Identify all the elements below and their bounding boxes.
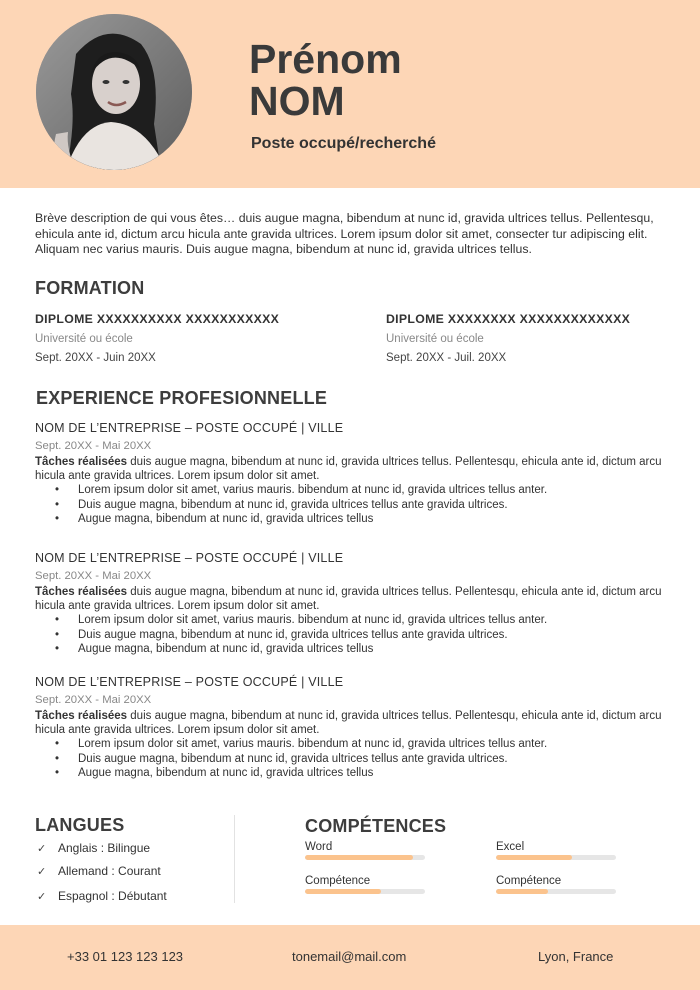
list-item <box>55 613 675 628</box>
task-label: Tâches réalisées <box>35 710 128 722</box>
check-icon: ✓ <box>37 866 47 878</box>
language-item <box>37 841 150 855</box>
list-item <box>55 766 675 781</box>
language-label: Espagnol : Débutant <box>58 889 167 903</box>
formation-dates: Sept. 20XX - Juin 20XX <box>35 352 156 364</box>
bullet-dot: • <box>55 498 60 511</box>
bullet-dot: • <box>55 643 60 655</box>
list-item-text: Duis augue magna, bibendum at nunc id, gravida ultrices tellus ante gravida ultrices. <box>78 628 508 641</box>
list-item <box>55 737 675 752</box>
skill-item <box>496 875 616 894</box>
experience-heading: NOM DE L’ENTREPRISE – POSTE OCCUPÉ | VILLE <box>35 675 344 689</box>
langues-title: LANGUES <box>35 815 125 835</box>
list-item <box>55 642 675 657</box>
skill-item <box>305 841 425 860</box>
skill-bar-fill <box>305 889 381 894</box>
experience-dates: Sept. 20XX - Mai 20XX <box>35 440 152 452</box>
last-name: NOM <box>249 78 345 124</box>
list-item <box>55 512 675 527</box>
bullet-dot: • <box>55 752 60 765</box>
job-title: Poste occupé/recherché <box>251 135 436 152</box>
task-label: Tâches réalisées <box>35 456 128 468</box>
list-item <box>55 498 675 513</box>
skill-bar <box>305 889 425 894</box>
first-name: Prénom <box>249 36 402 82</box>
task-list <box>55 483 675 527</box>
list-item <box>55 752 675 767</box>
list-item-text: Augue magna, bibendum at nunc id, gravida ultrices tellus <box>78 767 374 779</box>
skill-item <box>496 841 616 860</box>
profile-photo <box>36 14 192 170</box>
list-item-text: Lorem ipsum dolor sit amet, varius mauris. bibendum at nunc id, gravida ultrices tellus anter. <box>78 614 548 626</box>
skill-item <box>305 875 425 894</box>
formation-item <box>35 312 345 364</box>
list-item-text: Lorem ipsum dolor sit amet, varius mauris. bibendum at nunc id, gravida ultrices tellus anter. <box>78 738 548 750</box>
footer-banner <box>0 925 700 990</box>
formation-item <box>386 312 696 364</box>
list-item <box>55 628 675 643</box>
list-item-text: Duis augue magna, bibendum at nunc id, gravida ultrices tellus ante gravida ultrices. <box>78 498 508 511</box>
list-item-text: Lorem ipsum dolor sit amet, varius mauris. bibendum at nunc id, gravida ultrices tellus anter. <box>78 484 548 496</box>
language-item <box>37 864 161 878</box>
bullet-dot: • <box>55 628 60 641</box>
location: Lyon, France <box>538 949 614 964</box>
skill-label: Word <box>305 841 333 853</box>
task-list <box>55 737 675 781</box>
phone-number: +33 01 123 123 123 <box>67 949 184 964</box>
experience-title: EXPERIENCE PROFESIONNELLE <box>36 388 328 408</box>
experience-description <box>35 710 675 737</box>
experience-description <box>35 586 675 613</box>
diplome-title: DIPLOME XXXXXXXXXX XXXXXXXXXXX <box>35 312 280 326</box>
language-label: Anglais : Bilingue <box>58 841 151 855</box>
competences-title: COMPÉTENCES <box>305 816 447 836</box>
task-list <box>55 613 675 657</box>
language-label: Allemand : Courant <box>58 864 161 878</box>
check-icon: ✓ <box>37 843 47 855</box>
formation-dates: Sept. 20XX - Juil. 20XX <box>386 352 507 364</box>
experience-item <box>35 675 675 781</box>
list-item <box>55 483 675 498</box>
experience-description <box>35 456 675 483</box>
language-item <box>37 889 167 903</box>
bullet-dot: • <box>55 767 60 779</box>
skill-bar-fill <box>496 889 548 894</box>
check-icon: ✓ <box>37 891 47 903</box>
experience-item <box>35 551 675 657</box>
task-text: duis augue magna, bibendum at nunc id, gravida ultrices tellus. Pellentesqu, ehicula ante id, dictum arcu hicula ante gravida ultrices. Lorem ipsum dolor sit amet. <box>35 710 662 736</box>
diplome-title: DIPLOME XXXXXXXX XXXXXXXXXXXXX <box>386 312 631 326</box>
email-address: tonemail@mail.com <box>292 949 407 964</box>
experience-heading: NOM DE L’ENTREPRISE – POSTE OCCUPÉ | VILLE <box>35 551 344 565</box>
bullet-dot: • <box>55 513 60 525</box>
school-name: Université ou école <box>386 333 484 345</box>
school-name: Université ou école <box>35 333 133 345</box>
task-text: duis augue magna, bibendum at nunc id, gravida ultrices tellus. Pellentesqu, ehicula ante id, dictum arcu hicula ante gravida ultrices. Lorem ipsum dolor sit amet. <box>35 456 662 482</box>
skill-label: Compétence <box>496 875 562 887</box>
experience-dates: Sept. 20XX - Mai 20XX <box>35 694 152 706</box>
skill-bar-fill <box>496 855 572 860</box>
section-divider <box>234 815 235 903</box>
experience-heading: NOM DE L’ENTREPRISE – POSTE OCCUPÉ | VILLE <box>35 421 344 435</box>
bullet-dot: • <box>55 738 60 750</box>
skill-label: Compétence <box>305 875 371 887</box>
list-item-text: Augue magna, bibendum at nunc id, gravida ultrices tellus <box>78 513 374 525</box>
experience-dates: Sept. 20XX - Mai 20XX <box>35 570 152 582</box>
task-label: Tâches réalisées <box>35 586 128 598</box>
list-item-text: Duis augue magna, bibendum at nunc id, gravida ultrices tellus ante gravida ultrices. <box>78 752 508 765</box>
task-text: duis augue magna, bibendum at nunc id, gravida ultrices tellus. Pellentesqu, ehicula ante id, dictum arcu hicula ante gravida ultrices. Lorem ipsum dolor sit amet. <box>35 586 662 612</box>
list-item-text: Augue magna, bibendum at nunc id, gravida ultrices tellus <box>78 643 374 655</box>
intro-paragraph: Brève description de qui vous êtes… duis augue magna, bibendum at nunc id, gravida ultrices tellus. Pellentesqu, ehicula ante id, dictum arcu hicula ante gravida ultrices. Lorem ipsum dolor sit amet, consecter tur adipiscing elit. Aliquam nec varius mauris. Duis augue magna, bibendum at nunc id, gravida ultrices tellus. <box>35 211 654 256</box>
skill-bar <box>496 889 616 894</box>
skill-label: Excel <box>496 841 525 853</box>
skill-bar <box>496 855 616 860</box>
bullet-dot: • <box>55 484 60 496</box>
bullet-dot: • <box>55 614 60 626</box>
experience-item <box>35 421 675 527</box>
formation-title: FORMATION <box>35 278 145 298</box>
skill-bar-fill <box>305 855 413 860</box>
skill-bar <box>305 855 425 860</box>
header-banner <box>0 0 700 188</box>
